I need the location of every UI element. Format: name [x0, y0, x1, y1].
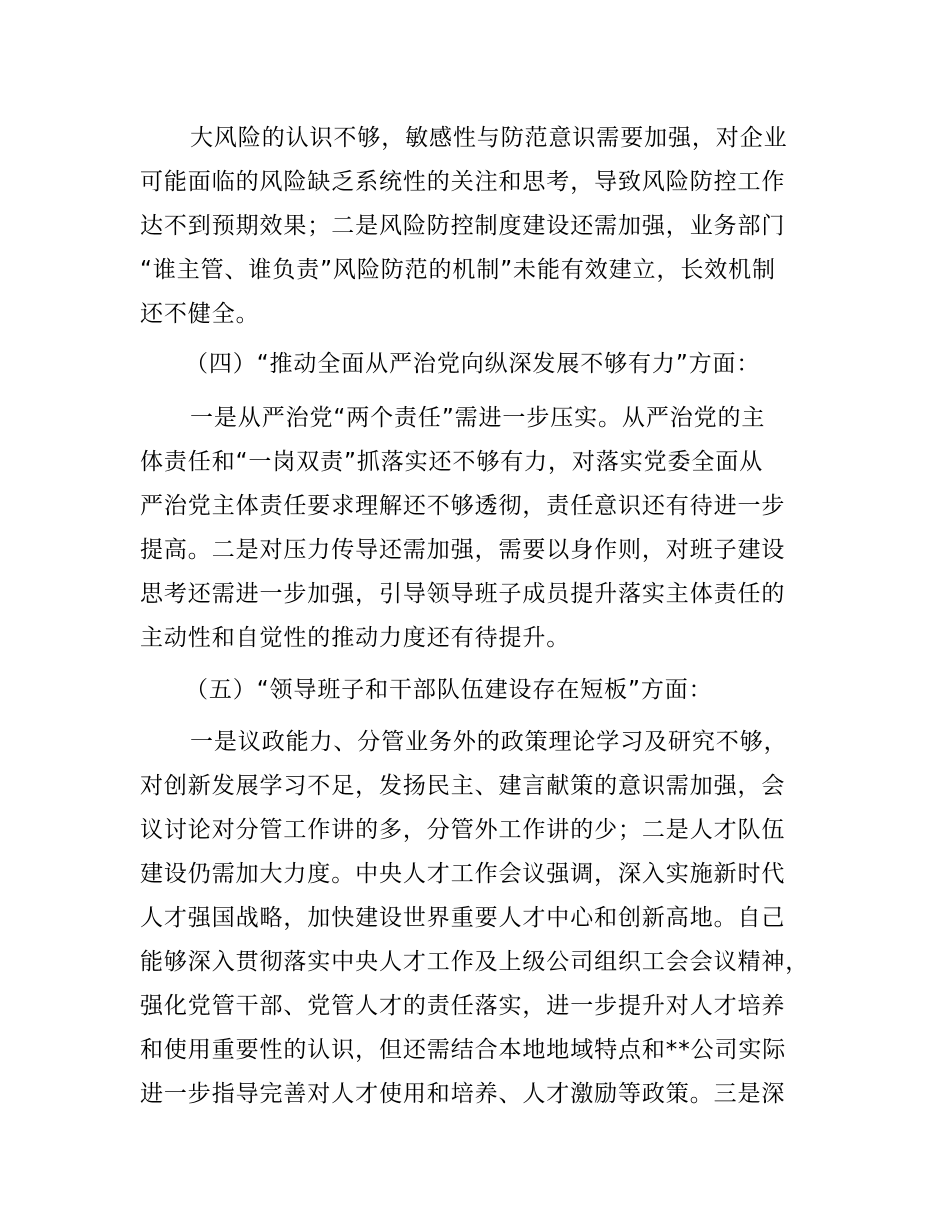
paragraph-line: 主动性和自觉性的推动力度还有待提升。: [140, 625, 571, 651]
paragraph-line: 议讨论对分管工作讲的多，分管外工作讲的少；二是人才队伍: [140, 817, 786, 843]
paragraph-line: 强化党管干部、党管人才的责任落实，进一步提升对人才培养: [140, 993, 786, 1019]
paragraph-line: 可能面临的风险缺乏系统性的关注和思考，导致风险防控工作: [140, 169, 786, 195]
paragraph-line: 严治党主体责任要求理解还不够透彻，责任意识还有待进一步: [140, 493, 786, 519]
paragraph-line: 一是议政能力、分管业务外的政策理论学习及研究不够，: [190, 729, 788, 755]
paragraph-line: 一是从严治党“两个责任”需进一步压实。从严治党的主: [190, 405, 766, 431]
paragraph-line: 思考还需进一步加强，引导领导班子成员提升落实主体责任的: [140, 581, 786, 607]
paragraph-line: 体责任和“一岗双责”抓落实还不够有力，对落实党委全面从: [140, 449, 764, 475]
section-heading-5: （五）“领导班子和干部队伍建设存在短板”方面：: [185, 677, 713, 703]
paragraph-line: 达不到预期效果；二是风险防控制度建设还需加强，业务部门: [140, 213, 786, 239]
paragraph-line: 对创新发展学习不足，发扬民主、建言献策的意识需加强，会: [140, 773, 786, 799]
paragraph-line: 进一步指导完善对人才使用和培养、人才激励等政策。三是深: [140, 1081, 786, 1107]
paragraph-line: 建设仍需加大力度。中央人才工作会议强调，深入实施新时代: [140, 861, 786, 887]
paragraph-line: 能够深入贯彻落实中央人才工作及上级公司组织工会会议精神，: [140, 949, 810, 975]
paragraph-line: 和使用重要性的认识，但还需结合本地地域特点和**公司实际: [140, 1037, 787, 1063]
paragraph-line: “谁主管、谁负责”风险防范的机制”未能有效建立，长效机制: [140, 257, 776, 283]
section-heading-4: （四）“推动全面从严治党向纵深发展不够有力”方面：: [185, 351, 761, 377]
paragraph-line: 还不健全。: [140, 301, 260, 327]
paragraph-line: 人才强国战略，加快建设世界重要人才中心和创新高地。自己: [140, 905, 786, 931]
paragraph-line: 大风险的认识不够，敏感性与防范意识需要加强，对企业: [190, 125, 788, 151]
paragraph-line: 提高。二是对压力传导还需加强，需要以身作则，对班子建设: [140, 537, 786, 563]
